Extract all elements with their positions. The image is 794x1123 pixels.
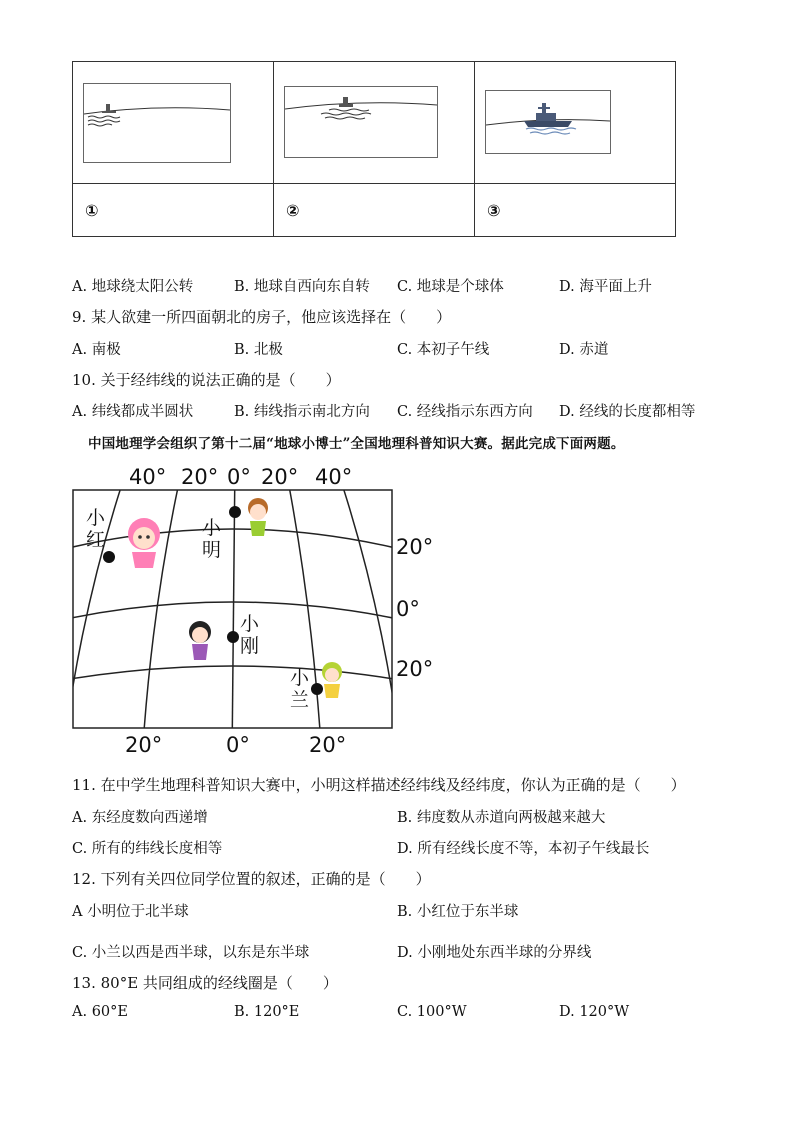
bottom-label-0: 0° — [226, 733, 250, 757]
top-label-20w: 20° — [181, 465, 219, 489]
cartoon-girl-xiaogang — [189, 621, 211, 660]
q9-stem: 9. 某人欲建一所四面朝北的房子，他应该选择在（ ） — [72, 308, 452, 326]
q9-option-a[interactable]: A. 南极 — [72, 342, 121, 358]
point-xiaolan — [311, 683, 323, 695]
meridian-line — [284, 460, 322, 760]
q11-option-d[interactable]: D. 所有经线长度不等，本初子午线最长 — [397, 841, 650, 857]
top-label-40w: 40° — [129, 465, 167, 489]
top-label-20e: 20° — [261, 465, 299, 489]
ship-frame-2 — [284, 86, 438, 158]
name-xiaolan-1: 小 — [290, 667, 310, 689]
q12-option-c[interactable]: C. 小兰以西是西半球，以东是东半球 — [72, 945, 310, 961]
intro-text: 中国地理学会组织了第十二届“地球小博士”全国地理科普知识大赛。据此完成下面两题。 — [88, 436, 625, 452]
q10-option-d[interactable]: D. 经线的长度都相等 — [559, 404, 696, 420]
point-xiaohong — [103, 551, 115, 563]
ship-drawing-2 — [285, 87, 437, 157]
q12-stem: 12. 下列有关四位同学位置的叙述，正确的是（ ） — [72, 870, 431, 888]
q13-option-d[interactable]: D. 120°W — [559, 1004, 630, 1020]
q13-option-b[interactable]: B. 120°E — [234, 1004, 300, 1020]
q10-option-b[interactable]: B. 纬线指示南北方向 — [234, 404, 370, 420]
q13-option-c[interactable]: C. 100°W — [397, 1004, 467, 1020]
q11-option-b[interactable]: B. 纬度数从赤道向两极越来越大 — [397, 810, 606, 826]
ship-figure-table — [72, 61, 676, 237]
parallel-line — [72, 666, 412, 682]
ship-drawing-1 — [84, 84, 230, 162]
ship-picture-1 — [73, 62, 274, 184]
q8-option-d[interactable]: D. 海平面上升 — [559, 279, 652, 295]
right-label-20n: 20° — [396, 535, 434, 559]
q11-option-a[interactable]: A. 东经度数向西递增 — [72, 810, 208, 826]
name-xiaohong-1: 小 — [86, 507, 106, 529]
ship-frame-1 — [83, 83, 231, 163]
meridian-line — [232, 460, 235, 760]
ship-drawing-3 — [486, 91, 610, 153]
q8-option-c[interactable]: C. 地球是个球体 — [397, 279, 504, 295]
right-label-20s: 20° — [396, 657, 434, 681]
top-label-40e: 40° — [315, 465, 353, 489]
graticule-map — [72, 460, 442, 760]
q11-option-c[interactable]: C. 所有的纬线长度相等 — [72, 841, 223, 857]
graticule-svg — [72, 460, 442, 760]
q12-option-a[interactable]: A 小明位于北半球 — [72, 904, 189, 920]
q10-option-c[interactable]: C. 经线指示东西方向 — [397, 404, 533, 420]
bottom-label-20e: 20° — [309, 733, 347, 757]
ship-label-2: ② — [274, 184, 475, 237]
name-xiaoming-1: 小 — [202, 517, 222, 539]
name-xiaolan-2: 兰 — [290, 689, 310, 711]
q13-stem: 13. 80°E 共同组成的经线圈是（ ） — [72, 974, 338, 992]
q10-option-a[interactable]: A. 纬线都成半圆状 — [72, 404, 194, 420]
q10-stem: 10. 关于经纬线的说法正确的是（ ） — [72, 371, 341, 389]
q13-option-a[interactable]: A. 60°E — [72, 1004, 128, 1020]
q9-option-d[interactable]: D. 赤道 — [559, 342, 609, 358]
ship-label-1: ① — [73, 184, 274, 237]
name-xiaogang-2: 刚 — [240, 635, 260, 657]
point-xiaoming — [229, 506, 241, 518]
q9-option-b[interactable]: B. 北极 — [234, 342, 283, 358]
q9-option-c[interactable]: C. 本初子午线 — [397, 342, 490, 358]
right-label-0: 0° — [396, 597, 420, 621]
bottom-label-20w: 20° — [125, 733, 163, 757]
q12-option-b[interactable]: B. 小红位于东半球 — [397, 904, 519, 920]
ship-picture-2 — [274, 62, 475, 184]
ship-frame-3 — [485, 90, 611, 154]
q8-option-b[interactable]: B. 地球自西向东自转 — [234, 279, 370, 295]
name-xiaohong-2: 红 — [86, 529, 106, 551]
point-xiaogang — [227, 631, 239, 643]
cartoon-kid-xiaolan — [322, 662, 342, 698]
q8-option-a[interactable]: A. 地球绕太阳公转 — [72, 279, 194, 295]
meridian-line — [142, 460, 184, 760]
q12-option-d[interactable]: D. 小刚地处东西半球的分界线 — [397, 945, 592, 961]
name-xiaogang-1: 小 — [240, 613, 260, 635]
top-label-0: 0° — [227, 465, 251, 489]
cartoon-girl-xiaohong — [128, 518, 160, 568]
ship-picture-3 — [475, 62, 676, 184]
ship-label-3: ③ — [475, 184, 676, 237]
q11-stem: 11. 在中学生地理科普知识大赛中，小明这样描述经纬线及经纬度，你认为正确的是（ ） — [72, 776, 686, 794]
name-xiaoming-2: 明 — [202, 539, 222, 561]
